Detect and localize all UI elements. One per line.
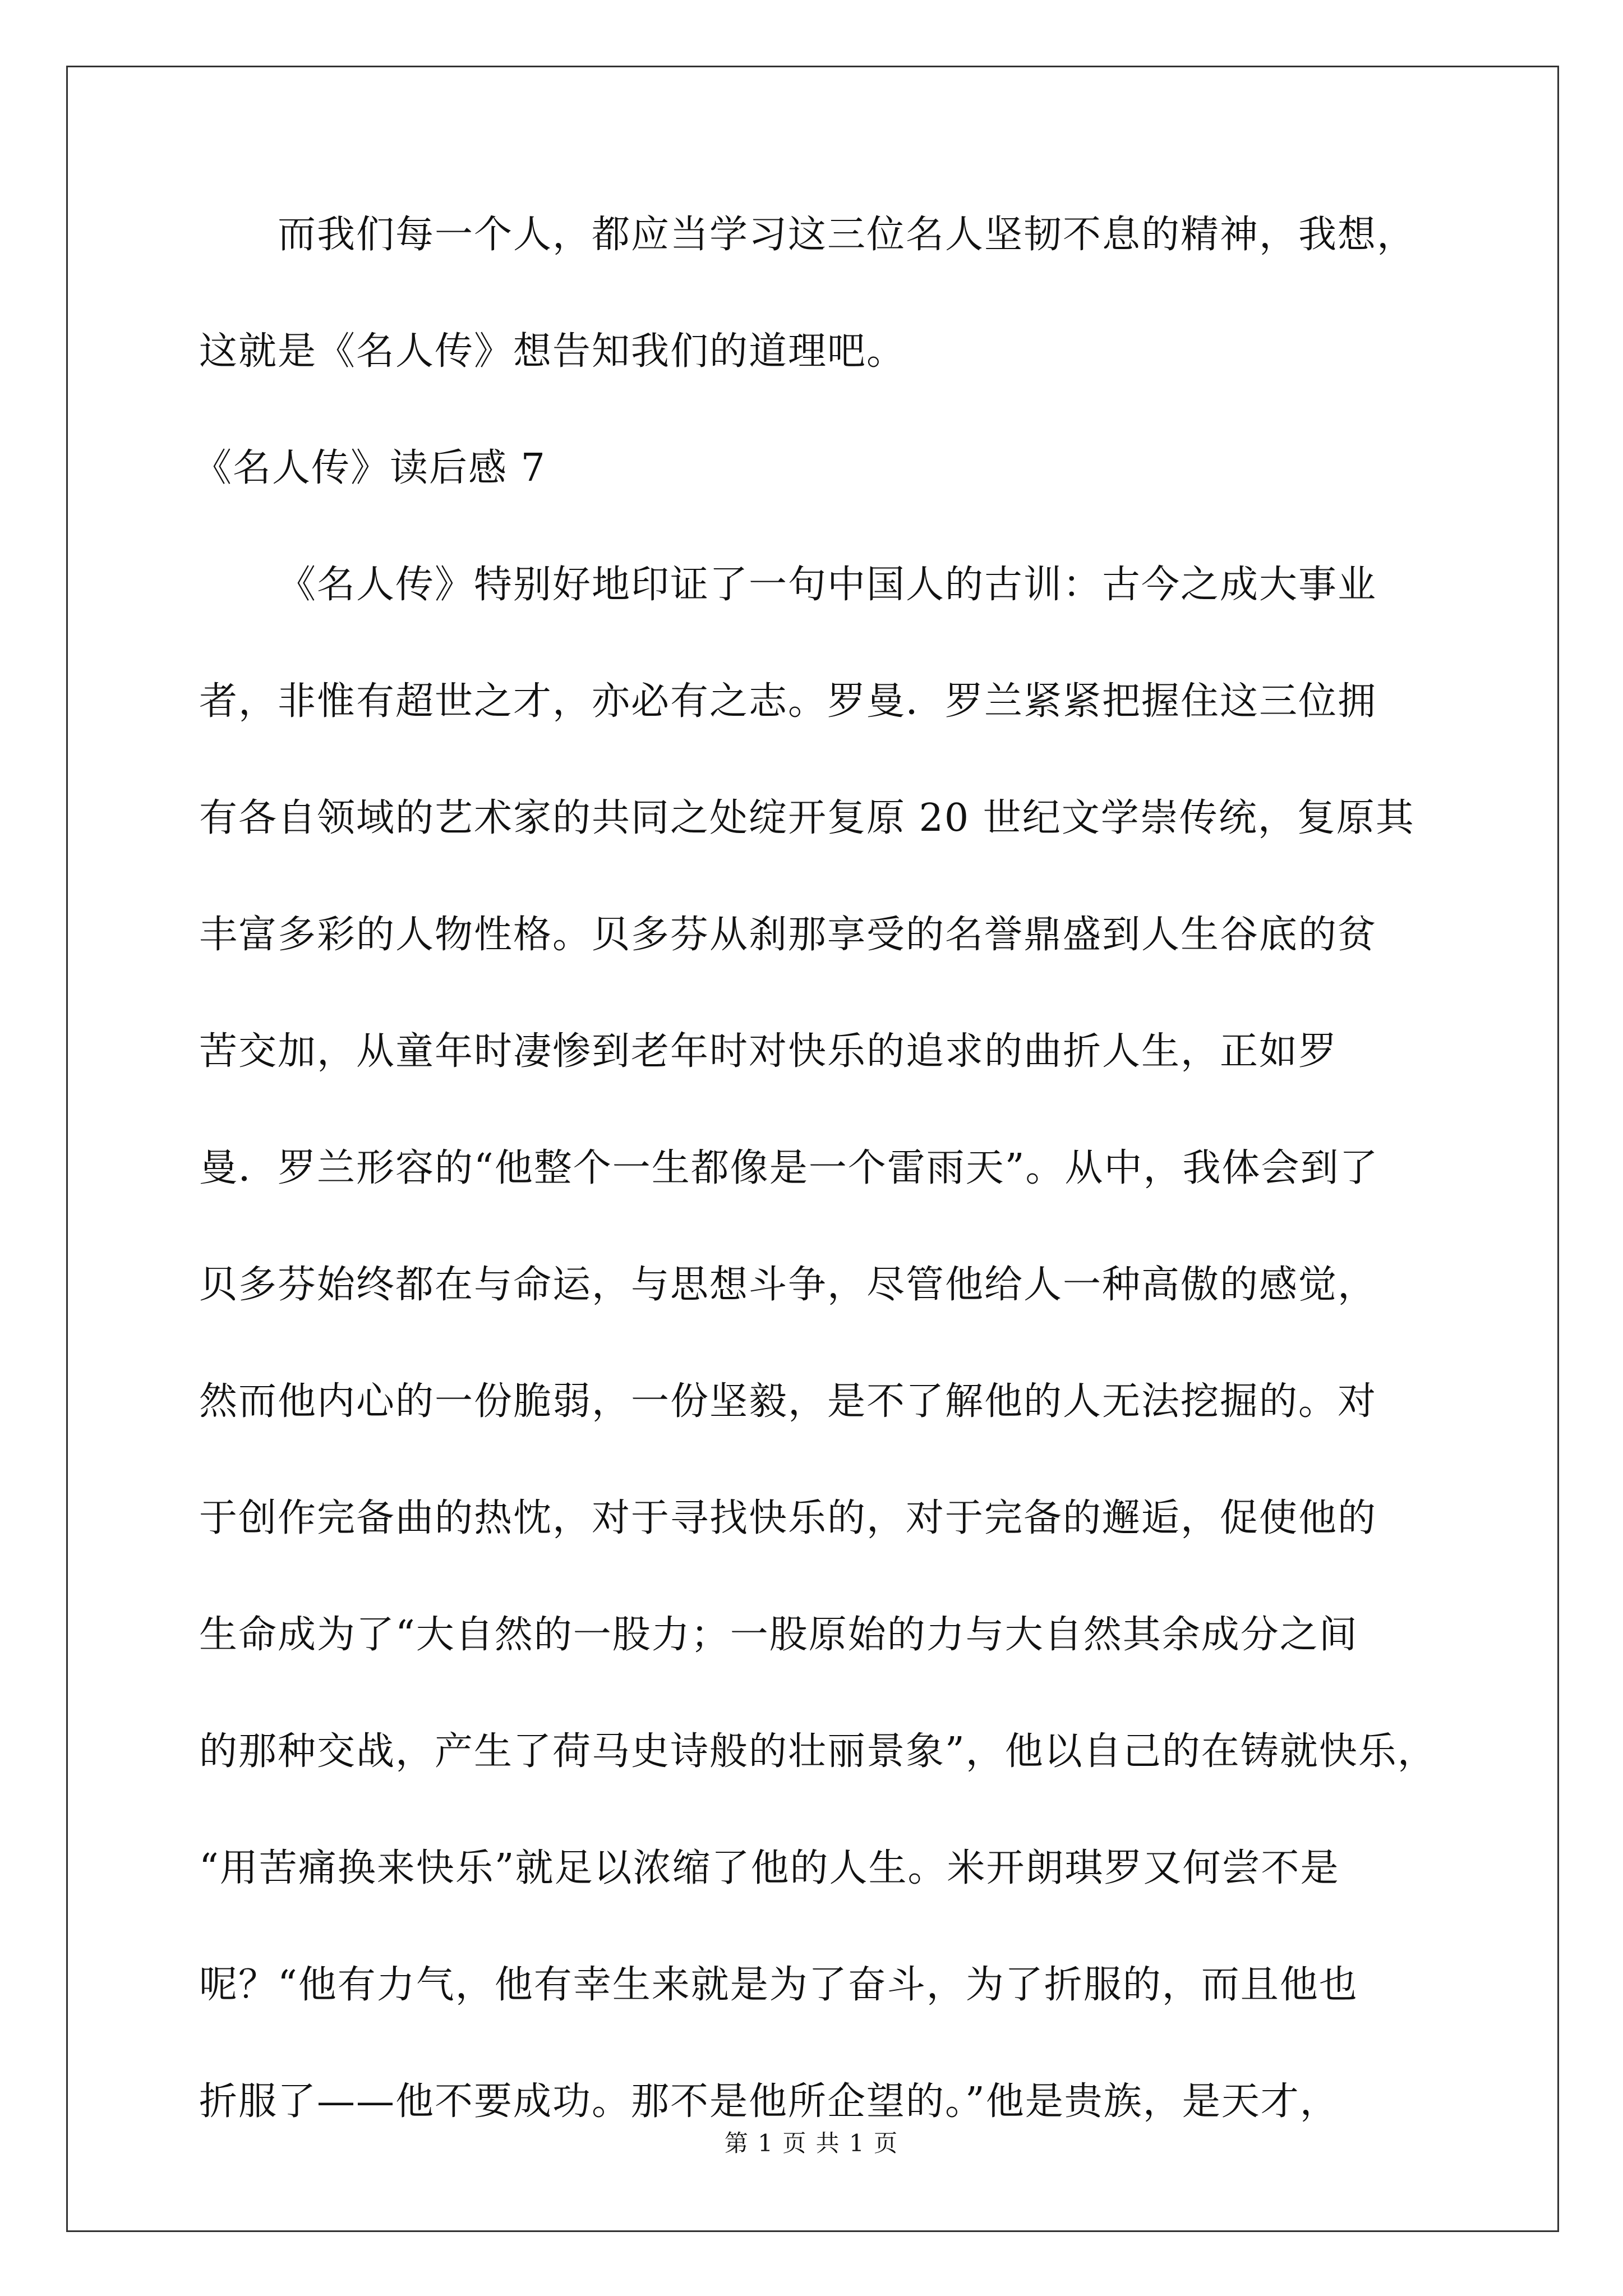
paragraph-line: 呢？“他有力气，他有幸生来就是为了奋斗，为了折服的，而且他也 bbox=[199, 1963, 1358, 2007]
paragraph-line: 《名人传》特别好地印证了一句中国人的古训：古今之成大事业 bbox=[278, 563, 1377, 607]
paragraph-line: 苦交加，从童年时凄惨到老年时对快乐的追求的曲折人生，正如罗 bbox=[199, 1029, 1338, 1074]
document-body bbox=[193, 213, 1437, 2124]
paragraph-line: 生命成为了“大自然的一股力；一股原始的力与大自然其余成分之间 bbox=[199, 1613, 1358, 1657]
paragraph-line: 然而他内心的一份脆弱，一份坚毅，是不了解他的人无法挖掘的。对 bbox=[199, 1379, 1377, 1424]
paragraph-line: 丰富多彩的人物性格。贝多芬从刹那享受的名誉鼎盛到人生谷底的贫 bbox=[199, 913, 1377, 957]
paragraph-line: 于创作完备曲的热忱，对于寻找快乐的，对于完备的邂逅，促使他的 bbox=[199, 1496, 1377, 1540]
paragraph-line: 而我们每一个人，都应当学习这三位名人坚韧不息的精神，我想， bbox=[278, 213, 1417, 257]
page-number-footer: 第 1 页 共 1 页 bbox=[724, 2129, 899, 2157]
paragraph-line: 有各自领域的艺术家的共同之处绽开复原 20 世纪文学崇传统，复原其 bbox=[199, 796, 1415, 840]
paragraph-line: “用苦痛换来快乐”就足以浓缩了他的人生。米开朗琪罗又何尝不是 bbox=[199, 1846, 1340, 1890]
paragraph-line: 曼．罗兰形容的“他整个一生都像是一个雷雨天”。从中，我体会到了 bbox=[199, 1146, 1379, 1190]
paragraph-line: 折服了——他不要成功。那不是他所企望的。”他是贵族，是天才， bbox=[199, 2079, 1339, 2124]
paragraph-line: 贝多芬始终都在与命运，与思想斗争，尽管他给人一种高傲的感觉， bbox=[199, 1263, 1377, 1307]
section-heading: 《名人传》读后感 7 bbox=[193, 446, 546, 490]
paragraph-line: 者，非惟有超世之才，亦必有之志。罗曼．罗兰紧紧把握住这三位拥 bbox=[199, 679, 1377, 724]
paragraph-line: 的那种交战，产生了荷马史诗般的壮丽景象”，他以自己的在铸就快乐， bbox=[199, 1729, 1437, 1774]
paragraph-line: 这就是《名人传》想告知我们的道理吧。 bbox=[199, 329, 906, 374]
